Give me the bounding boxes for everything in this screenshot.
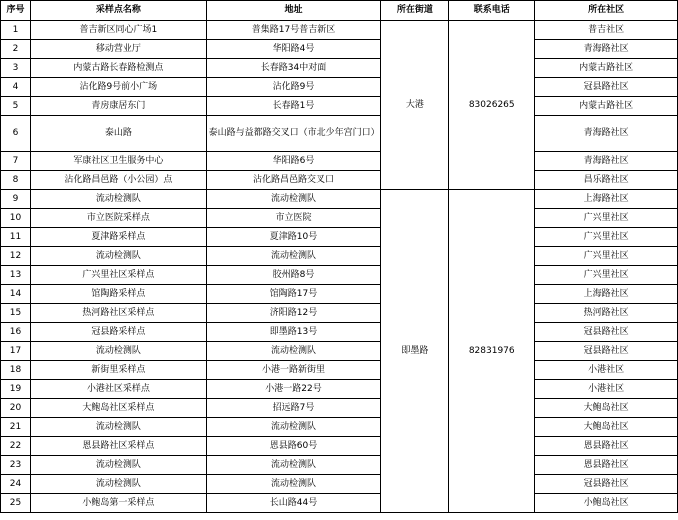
table-row xyxy=(1,228,678,247)
table-row xyxy=(1,59,678,78)
cell-address: 华阳路6号 xyxy=(206,152,381,171)
table-row xyxy=(1,437,678,456)
cell-community: 冠县路社区 xyxy=(535,78,678,97)
cell-address: 招远路7号 xyxy=(206,399,381,418)
cell-community: 内蒙古路社区 xyxy=(535,59,678,78)
cell-no: 9 xyxy=(1,190,31,209)
cell-no: 4 xyxy=(1,78,31,97)
cell-name: 市立医院采样点 xyxy=(30,209,206,228)
cell-address: 馆陶路17号 xyxy=(206,285,381,304)
cell-name: 普吉新区同心广场1 xyxy=(30,21,206,40)
cell-no: 15 xyxy=(1,304,31,323)
table-row xyxy=(1,380,678,399)
cell-name: 冠县路采样点 xyxy=(30,323,206,342)
cell-no: 16 xyxy=(1,323,31,342)
cell-address: 长春路34中对面 xyxy=(206,59,381,78)
cell-street: 即墨路 xyxy=(381,190,449,513)
table-row xyxy=(1,475,678,494)
table-row xyxy=(1,209,678,228)
cell-no: 3 xyxy=(1,59,31,78)
cell-community: 冠县路社区 xyxy=(535,342,678,361)
table-row xyxy=(1,40,678,59)
cell-name: 泰山路 xyxy=(30,116,206,152)
table-row xyxy=(1,116,678,152)
cell-no: 18 xyxy=(1,361,31,380)
cell-name: 馆陶路采样点 xyxy=(30,285,206,304)
table-row xyxy=(1,21,678,40)
cell-address: 济阳路12号 xyxy=(206,304,381,323)
cell-street: 大港 xyxy=(381,21,449,190)
cell-no: 12 xyxy=(1,247,31,266)
header-no: 序号 xyxy=(1,1,31,21)
cell-community: 小鲍岛社区 xyxy=(535,494,678,513)
cell-no: 23 xyxy=(1,456,31,475)
cell-name: 流动检测队 xyxy=(30,342,206,361)
cell-name: 大鲍岛社区采样点 xyxy=(30,399,206,418)
cell-address: 小港一路22号 xyxy=(206,380,381,399)
cell-community: 冠县路社区 xyxy=(535,323,678,342)
header-address: 地址 xyxy=(206,1,381,21)
cell-community: 上海路社区 xyxy=(535,285,678,304)
cell-name: 流动检测队 xyxy=(30,456,206,475)
table-row xyxy=(1,97,678,116)
cell-community: 普吉社区 xyxy=(535,21,678,40)
cell-phone: 82831976 xyxy=(449,190,535,513)
cell-no: 21 xyxy=(1,418,31,437)
table-row xyxy=(1,152,678,171)
cell-name: 小港社区采样点 xyxy=(30,380,206,399)
header-street: 所在街道 xyxy=(381,1,449,21)
cell-no: 19 xyxy=(1,380,31,399)
cell-name: 恩县路社区采样点 xyxy=(30,437,206,456)
cell-community: 青海路社区 xyxy=(535,40,678,59)
cell-address: 流动检测队 xyxy=(206,247,381,266)
table-row xyxy=(1,399,678,418)
cell-community: 青海路社区 xyxy=(535,152,678,171)
header-row xyxy=(1,1,678,21)
table-row xyxy=(1,190,678,209)
cell-no: 1 xyxy=(1,21,31,40)
cell-community: 热河路社区 xyxy=(535,304,678,323)
table-row xyxy=(1,171,678,190)
cell-community: 广兴里社区 xyxy=(535,247,678,266)
cell-address: 泰山路与益都路交叉口（市北少年宫门口） xyxy=(206,116,381,152)
cell-community: 小港社区 xyxy=(535,361,678,380)
cell-name: 流动检测队 xyxy=(30,475,206,494)
cell-address: 即墨路13号 xyxy=(206,323,381,342)
cell-community: 冠县路社区 xyxy=(535,475,678,494)
cell-address: 沾化路9号 xyxy=(206,78,381,97)
cell-no: 8 xyxy=(1,171,31,190)
cell-no: 20 xyxy=(1,399,31,418)
cell-community: 青海路社区 xyxy=(535,116,678,152)
cell-address: 流动检测队 xyxy=(206,475,381,494)
cell-name: 军康社区卫生服务中心 xyxy=(30,152,206,171)
header-community: 所在社区 xyxy=(535,1,678,21)
cell-community: 大鲍岛社区 xyxy=(535,418,678,437)
cell-phone: 83026265 xyxy=(449,21,535,190)
table-row xyxy=(1,247,678,266)
table-row xyxy=(1,361,678,380)
cell-no: 5 xyxy=(1,97,31,116)
cell-community: 广兴里社区 xyxy=(535,228,678,247)
cell-name: 流动检测队 xyxy=(30,247,206,266)
cell-address: 流动检测队 xyxy=(206,342,381,361)
table-row xyxy=(1,285,678,304)
cell-no: 24 xyxy=(1,475,31,494)
cell-no: 10 xyxy=(1,209,31,228)
cell-community: 恩县路社区 xyxy=(535,437,678,456)
cell-address: 沾化路昌邑路交叉口 xyxy=(206,171,381,190)
cell-no: 14 xyxy=(1,285,31,304)
cell-address: 夏津路10号 xyxy=(206,228,381,247)
table-row xyxy=(1,456,678,475)
table-row xyxy=(1,78,678,97)
cell-community: 大鲍岛社区 xyxy=(535,399,678,418)
cell-name: 广兴里社区采样点 xyxy=(30,266,206,285)
table-row xyxy=(1,266,678,285)
cell-name: 小鲍岛第一采样点 xyxy=(30,494,206,513)
cell-name: 沾化路9号前小广场 xyxy=(30,78,206,97)
cell-name: 流动检测队 xyxy=(30,418,206,437)
table-row xyxy=(1,494,678,513)
cell-name: 内蒙古路长春路检测点 xyxy=(30,59,206,78)
table-row xyxy=(1,342,678,361)
cell-address: 流动检测队 xyxy=(206,190,381,209)
cell-community: 内蒙古路社区 xyxy=(535,97,678,116)
cell-address: 市立医院 xyxy=(206,209,381,228)
cell-community: 恩县路社区 xyxy=(535,456,678,475)
cell-address: 流动检测队 xyxy=(206,418,381,437)
cell-address: 华阳路4号 xyxy=(206,40,381,59)
header-phone: 联系电话 xyxy=(449,1,535,21)
cell-name: 移动营业厅 xyxy=(30,40,206,59)
cell-no: 2 xyxy=(1,40,31,59)
cell-community: 广兴里社区 xyxy=(535,209,678,228)
cell-name: 青房康居东门 xyxy=(30,97,206,116)
cell-no: 11 xyxy=(1,228,31,247)
cell-address: 小港一路新街里 xyxy=(206,361,381,380)
cell-name: 新街里采样点 xyxy=(30,361,206,380)
table-row xyxy=(1,418,678,437)
table-row xyxy=(1,323,678,342)
cell-address: 流动检测队 xyxy=(206,456,381,475)
cell-no: 13 xyxy=(1,266,31,285)
cell-no: 22 xyxy=(1,437,31,456)
cell-community: 广兴里社区 xyxy=(535,266,678,285)
table-row xyxy=(1,304,678,323)
cell-address: 恩县路60号 xyxy=(206,437,381,456)
cell-no: 7 xyxy=(1,152,31,171)
cell-name: 热河路社区采样点 xyxy=(30,304,206,323)
cell-no: 25 xyxy=(1,494,31,513)
cell-community: 小港社区 xyxy=(535,380,678,399)
cell-name: 夏津路采样点 xyxy=(30,228,206,247)
table-body xyxy=(1,21,678,513)
cell-address: 长春路1号 xyxy=(206,97,381,116)
cell-address: 长山路44号 xyxy=(206,494,381,513)
cell-no: 6 xyxy=(1,116,31,152)
cell-community: 昌乐路社区 xyxy=(535,171,678,190)
cell-address: 胶州路8号 xyxy=(206,266,381,285)
cell-address: 普集路17号普吉新区 xyxy=(206,21,381,40)
cell-no: 17 xyxy=(1,342,31,361)
cell-name: 流动检测队 xyxy=(30,190,206,209)
header-name: 采样点名称 xyxy=(30,1,206,21)
cell-name: 沾化路昌邑路（小公园）点 xyxy=(30,171,206,190)
cell-community: 上海路社区 xyxy=(535,190,678,209)
